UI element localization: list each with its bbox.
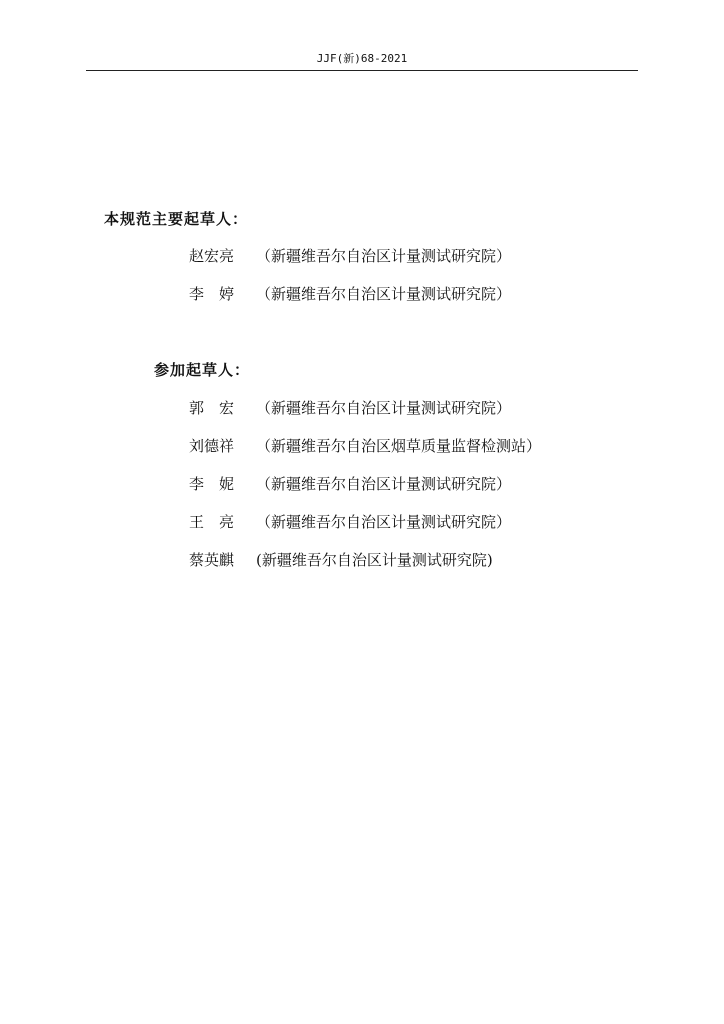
drafter-name: 刘德祥 — [189, 437, 235, 455]
participating-drafters-title: 参加起草人： — [154, 361, 251, 379]
drafter-entry — [189, 550, 541, 588]
drafter-entry — [189, 246, 511, 284]
drafter-name: 王 亮 — [189, 513, 235, 531]
drafter-name: 李 婷 — [189, 285, 235, 303]
drafter-organization: （新疆维吾尔自治区计量测试研究院） — [256, 513, 512, 531]
participating-drafters-list — [189, 398, 541, 588]
drafter-name: 赵宏亮 — [189, 247, 235, 265]
drafter-organization: （新疆维吾尔自治区计量测试研究院） — [256, 247, 512, 265]
main-drafters-list — [189, 246, 511, 322]
page-header — [86, 52, 638, 71]
document-code: JJF(新)68-2021 — [316, 52, 408, 65]
drafter-organization: （新疆维吾尔自治区计量测试研究院） — [256, 399, 512, 417]
drafter-name: 郭 宏 — [189, 399, 235, 417]
main-drafters-title: 本规范主要起草人： — [104, 210, 249, 228]
drafter-organization: （新疆维吾尔自治区烟草质量监督检测站） — [256, 437, 542, 455]
drafter-entry — [189, 398, 541, 436]
drafter-entry — [189, 284, 511, 322]
drafter-organization: （新疆维吾尔自治区计量测试研究院） — [256, 475, 512, 493]
drafter-organization: (新疆维吾尔自治区计量测试研究院) — [256, 551, 493, 569]
drafter-name: 李 妮 — [189, 475, 235, 493]
drafter-entry — [189, 474, 541, 512]
drafter-name: 蔡英麒 — [189, 551, 235, 569]
drafter-entry — [189, 512, 541, 550]
drafter-organization: （新疆维吾尔自治区计量测试研究院） — [256, 285, 512, 303]
drafter-entry — [189, 436, 541, 474]
